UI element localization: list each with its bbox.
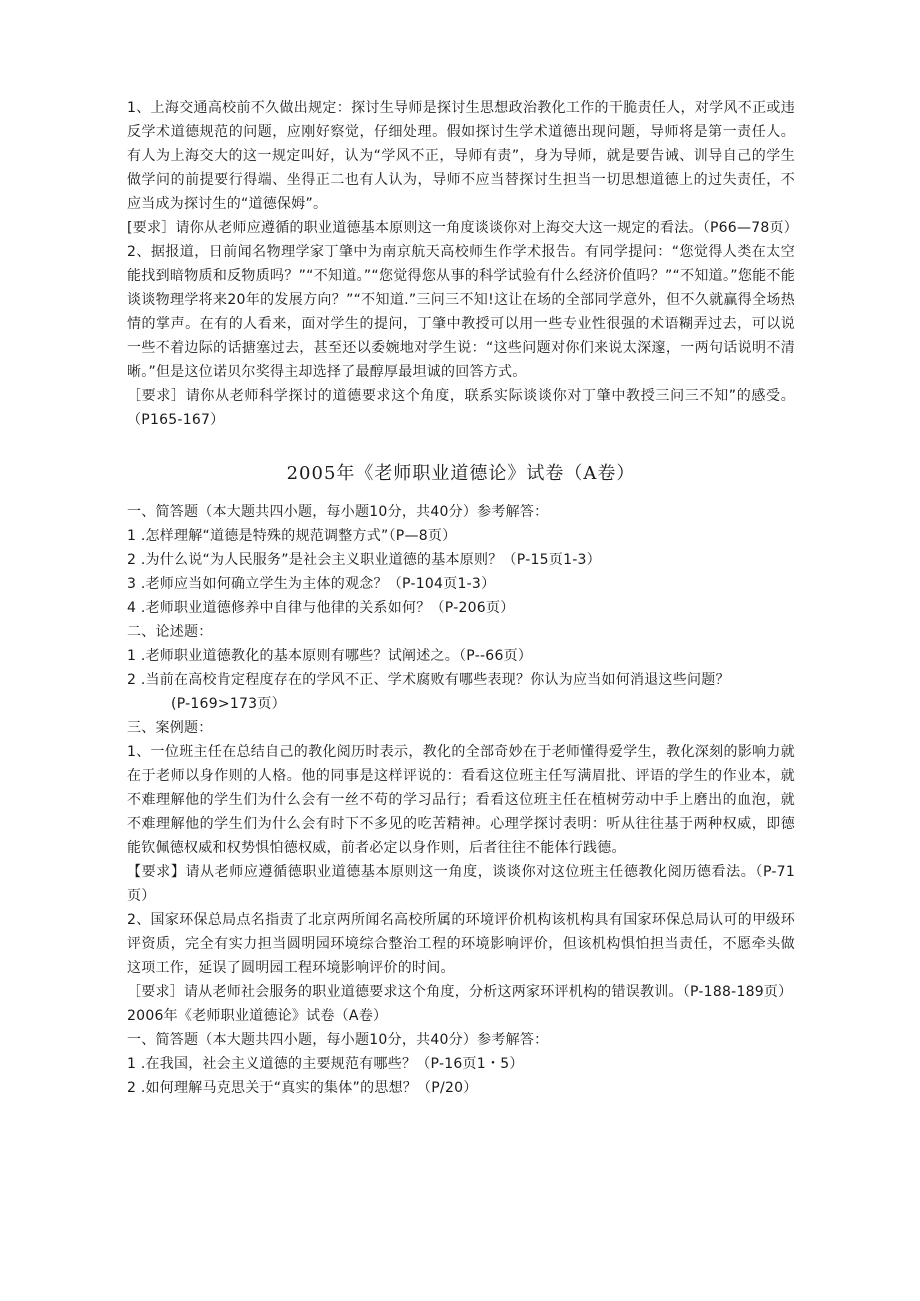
question-item: 3 .老师应当如何确立学生为主体的观念？（P-104页1-3） [127,576,496,592]
essay-heading: 二、论述题： [127,624,213,640]
exam-2005-content [127,500,795,1004]
case-paragraph: 2、国家环保总局点名指责了北京两所闻名高校所属的环境评价机构该机构具有国家环保总局认可的甲级环评资质，完全有实力担当圆明园环境综合整治工程的环境影响评价，但该机构惧怕担当责任，不愿牵头做这项工作，延误了圆明园工程环境影响评价的时间。 [127,912,795,976]
short-answer-heading: 一、简答题（本大题共四小题，每小题10分，共40分）参考解答： [127,504,549,520]
case-requirement-1: [要求］请你从老师应遵循的职业道德基本原则这一角度谈谈你对上海交大这一规定的看法。（P66—78页） [127,220,799,236]
case-requirement: ［要求］请从老师社会服务的职业道德要求这个角度，分析这两家环评机构的错误教训。（P-188-189页） [127,984,793,1000]
case-heading: 三、案例题： [127,720,213,736]
short-answer-heading: 一、简答题（本大题共四小题，每小题10分，共40分）参考解答： [127,1032,549,1048]
question-page-ref: (P-169>173页） [171,696,286,712]
document-page [127,96,799,1100]
exam-2006-content [127,1028,795,1100]
question-item: 1 .老师职业道德教化的基本原则有哪些？试阐述之。（P--66页） [127,648,533,664]
case-paragraph-1: 1、上海交通高校前不久做出规定：探讨生导师是探讨生思想政治教化工作的干脆责任人，对学风不正或违反学术道德规范的问题，应刚好察觉，仔细处理。假如探讨生学术道德出现问题，导师将是第一责任人。有人为上海交大的这一规定叫好，认为“学风不正，导师有责”，身为导师，就是要告诫、训导自己的学生做学问的前提要行得端、坐得正二也有人认为，导师不应当替探讨生担当一切思想道德上的过失责任，不应当成为探讨生的“道德保姆”。 [127,100,795,212]
case-paragraph: 1、一位班主任在总结自己的教化阅历时表示，教化的全部奇妙在于老师懂得爱学生，教化深刻的影响力就在于老师以身作则的人格。他的同事是这样评说的：看看这位班主任写满眉批、评语的学生的作业本，就不难理解他的学生们为什么会有一丝不苟的学习品行；看看这位班主任在植树劳动中手上磨出的血泡，就不难理解他的学生们为什么会有时下不多见的吃苦精神。心理学探讨表明：听从往往基于两种权威，即德能钦佩德权威和权势惧怕德权威，前者必定以身作则，后者往往不能体行践德。 [127,744,795,856]
exam-title-2006: 2006年《老师职业道德论》试卷（A卷） [127,1008,388,1024]
question-item: 2 .当前在高校肯定程度存在的学风不正、学术腐败有哪些表现？你认为应当如何消退这些问题？ [127,672,730,688]
case-section-intro [127,96,799,432]
question-item: 4 .老师职业道德修养中自律与他律的关系如何？（P-206页） [127,600,515,616]
question-item: 1 .怎样理解“道德是特殊的规范调整方式”（P—8页） [127,528,457,544]
case-requirement-2: ［要求］请你从老师科学探讨的道德要求这个角度，联系实际谈谈你对丁肇中教授三问三不知”的感受。（P165-167） [127,388,795,428]
question-item: 1 .在我国，社会主义道德的主要规范有哪些？（P-16页1・5） [127,1056,524,1072]
exam-title-2005: 2005年《老师职业道德论》试卷（A卷） [286,463,636,484]
case-paragraph-2: 2、据报道，日前闻名物理学家丁肇中为南京航天高校师生作学术报告。有同学提问：“您觉得人类在太空能找到暗物质和反物质吗？”“不知道。”“您觉得您从事的科学试验有什么经济价值吗？”“不知道。”您能不能谈谈物理学将来20年的发展方向？”“不知道.”三问三不知!这让在场的全部同学意外，但不久就赢得全场热情的掌声。在有的人看来，面对学生的提问，丁肇中教授可以用一些专业性很强的术语糊弄过去，可以说一些不着边际的话搪塞过去，甚至还以委婉地对学生说：“这些问题对你们来说太深邃，一两句话说明不清晰。”但是这位诺贝尔奖得主却选择了最醇厚最坦诚的回答方式。 [127,244,795,380]
case-requirement: 【要求】请从老师应遵循德职业道德基本原则这一角度，谈谈你对这位班主任德教化阅历德看法。（P-71页） [127,864,795,904]
question-item: 2 .为什么说“为人民服务”是社会主义职业道德的基本原则？（P-15页1-3） [127,552,601,568]
question-item: 2 .如何理解马克思关于“真实的集体”的思想？（P/20） [127,1080,478,1096]
